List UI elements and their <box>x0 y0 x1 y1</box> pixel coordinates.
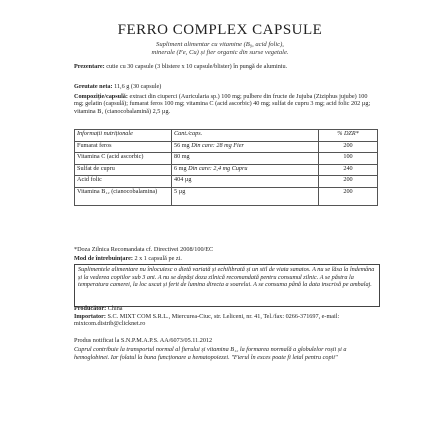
importer-label: Importator: <box>74 313 106 320</box>
nutrition-table <box>74 129 378 206</box>
nutrient-amount: 56 mg Din care: 28 mg Fier <box>172 141 319 153</box>
nutrient-amount: 5 µg <box>172 187 319 205</box>
nutrient-rda: 240 <box>319 164 378 176</box>
presentation-text: cutie cu 30 capsule (3 blistere x 10 capsule/blister) în pungă de aluminiu. <box>104 63 288 70</box>
producer-label: Producător: <box>74 305 107 312</box>
producer-paragraph <box>74 305 378 312</box>
nutrient-name: Vitamina B₁₂ (cianocobalamina) <box>75 187 172 205</box>
product-subtitle-line1: Supliment alimentar cu vitamine (B₉, acid folic), <box>156 41 284 48</box>
nutrient-amount: 80 mg <box>172 153 319 165</box>
importer-paragraph <box>74 313 378 328</box>
nutrient-rda: 200 <box>319 187 378 205</box>
nutrient-amount-detail: Din care: 28 mg Fier <box>191 141 244 149</box>
table-row <box>75 164 378 176</box>
composition-paragraph <box>74 93 378 115</box>
table-row <box>75 176 378 188</box>
product-title: FERRO COMPLEX CAPSULE <box>117 22 323 38</box>
net-weight-label: Greutate neta: <box>74 83 113 90</box>
usage-label: Mod de întrebuințare: <box>74 255 133 262</box>
producer-text: China <box>106 305 123 312</box>
header-nutrition-info: Informații nutriționale <box>75 130 172 142</box>
nutrient-amount: 6 mg Din care: 2,4 mg Cupru <box>172 164 319 176</box>
nutrient-rda: 200 <box>319 141 378 153</box>
composition-label: Compoziție/capsulă: <box>74 93 128 100</box>
table-row <box>75 141 378 153</box>
warning-box: Suplimentele alimentare nu înlocuiesc o dietă variată și echilibrată și un stil de viata sanatos. A nu se lăsa la îndemâna și la vederea copiilor sub 3 ani. A nu se depăși doza zilnică recomandată pentru consumul zilnic. A se păstra la temperatura camerei, la loc uscat și ferit de lumina directa a soarelui. A se consuma până la data inscrisă pe ambalaj. <box>74 264 380 307</box>
presentation-paragraph <box>74 63 378 70</box>
nutrient-rda: 200 <box>319 176 378 188</box>
nutrient-name: Vitamina C (acid ascorbic) <box>75 153 172 165</box>
nutrient-name: Fumarat feros <box>75 141 172 153</box>
composition-text: extract din ciuperci (Auricularia sp.) 100 mg; pulbere din fructe de Jujuba (Ziziphus jujube) 100 mg; gelatin (capsulă); fumarat feros 100 mg; vitamina C (acid ascorbic) 40 mg; sulfat de cupru 3 mg; acid folic 202 µg; vitamina B₁ (cianocobalamină) 2,5 µg. <box>74 93 371 115</box>
nutrient-amount-detail: Din care: 2,4 mg Cupru <box>188 164 248 172</box>
net-weight-text: 11,6 g (30 capsule) <box>112 83 162 90</box>
nutrient-amount: 404 µg <box>172 176 319 188</box>
nutrient-name: Acid folic <box>75 176 172 188</box>
nutrition-table-header <box>75 130 378 142</box>
table-row <box>75 153 378 165</box>
nutrient-name: Sulfat de cupru <box>75 164 172 176</box>
footer-claims: Cuprul contribuie la transportul normal al fierului și vitamina B₁₂ la formarea normală a globulelor roșii și a hemoglobinei. Iar folatul la buna funcționare a hematopoiezei. "Fierul în exces poate fi letal pentru copii" <box>74 346 347 361</box>
nutrient-rda: 100 <box>319 153 378 165</box>
header-amount-per-capsule: Cant./caps. <box>172 130 319 142</box>
notification-text: Produs notificat la S.N.P.M.A.P.S. AA/6073/05.11.2012 <box>74 337 213 344</box>
presentation-label: Prezentare: <box>74 63 105 70</box>
product-subtitle-line2: minerale (Fe, Cu) și fier organic din surse vegetale. <box>151 49 289 56</box>
importer-text: S.C. MIXT COM S.R.L., Miercurea-Ciuc, str. Leliceni, nr. 41, Tel./fax: 0266-371697, e-mail: mixtcom.distrib@clicknet.ro <box>74 313 340 328</box>
header-rda-percent: % DZR* <box>319 130 378 142</box>
net-weight-paragraph <box>74 83 378 90</box>
usage-text: 2 x 1 capsulă pe zi. <box>132 255 182 262</box>
table-row <box>75 187 378 205</box>
rda-footnote: *Doza Zilnica Recomandata cf. Directivei 2008/100/EC <box>74 246 214 253</box>
usage-paragraph <box>74 255 378 262</box>
